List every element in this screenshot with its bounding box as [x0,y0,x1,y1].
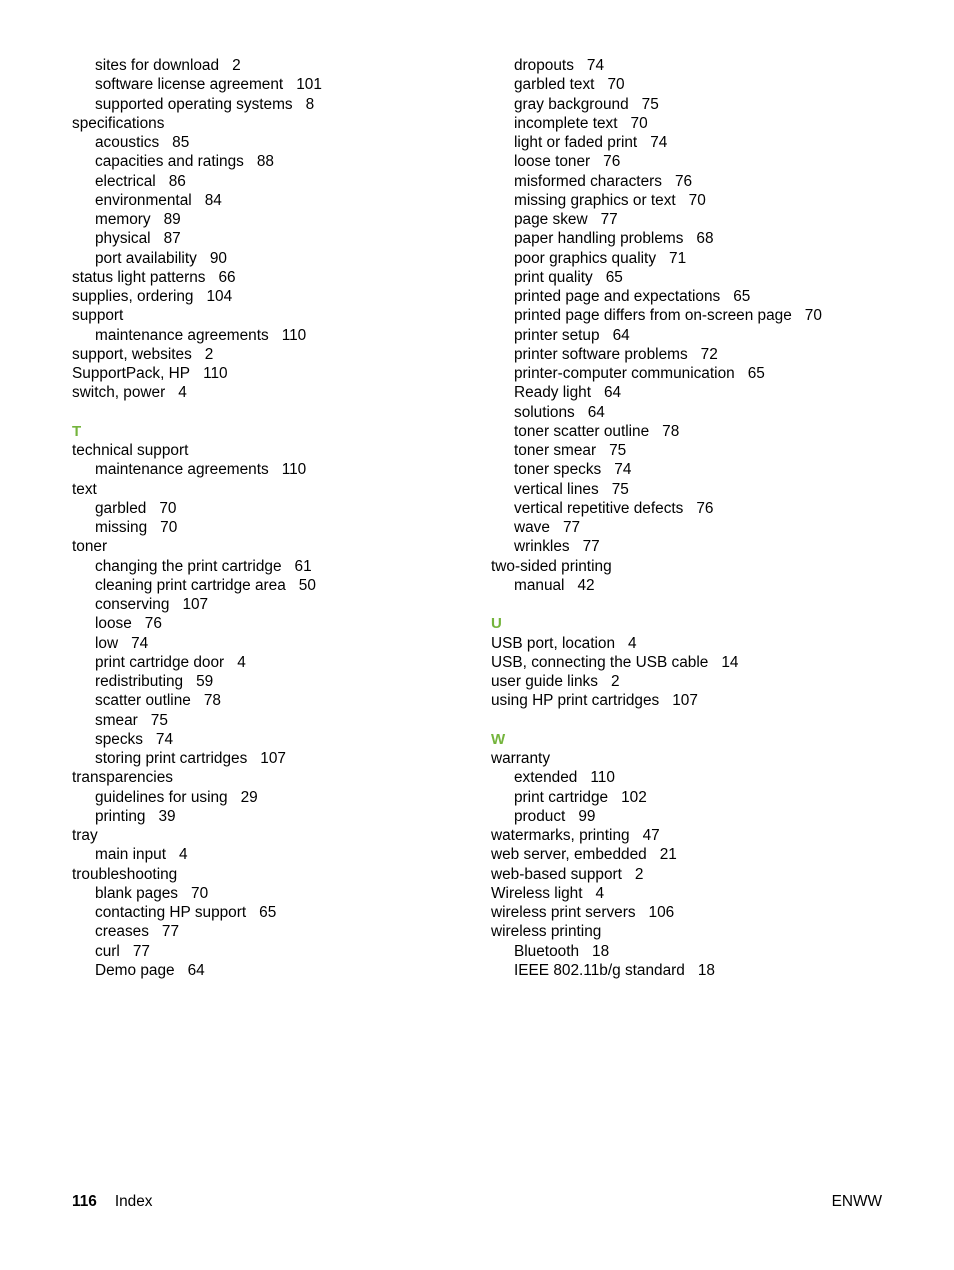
index-page-link[interactable]: 2 [610,673,620,690]
index-subentry [72,56,472,75]
index-term: vertical lines [514,480,599,498]
index-entry [72,287,472,306]
index-subentry [72,460,472,479]
index-page-link[interactable]: 70 [607,76,625,94]
index-page-link[interactable]: 65 [605,268,623,286]
index-letter-heading: T [72,422,82,440]
index-page-link[interactable]: 77 [161,923,180,941]
index-entry [72,480,472,499]
index-term: toner smear [514,442,597,459]
index-term: light or faded print [514,134,638,151]
index-subentry [72,172,472,191]
index-subentry [491,441,891,460]
index-term: toner [72,538,108,556]
index-term: Ready light [514,384,591,402]
index-subentry [72,691,472,710]
index-page-link[interactable]: 65 [747,365,765,382]
index-term: technical support [72,442,189,459]
index-subentry [72,961,472,980]
index-term: wave [514,519,550,536]
index-page-link[interactable]: 110 [203,365,228,382]
index-subentry [491,403,891,422]
section-spacer [491,711,891,730]
index-term: redistributing [95,673,184,690]
index-term: wireless printing [491,923,602,941]
index-term: capacities and ratings [95,153,244,171]
index-subentry [491,152,891,171]
index-page-link[interactable]: 70 [804,307,822,325]
index-page-link[interactable]: 59 [196,673,214,690]
index-entry [491,884,891,903]
index-term: blank pages [95,884,179,902]
index-page-link[interactable]: 89 [163,211,181,228]
index-term: missing [95,519,148,536]
index-subentry [491,961,891,980]
index-term: paper handling problems [514,230,684,248]
index-subentry [491,480,891,499]
index-subentry [491,210,891,229]
index-term: Demo page [95,961,175,979]
index-term: acoustics [95,134,160,151]
index-term: web-based support [491,865,622,883]
index-term: cleaning print cartridge area [95,576,286,594]
index-subentry [72,730,472,749]
index-term: maintenance agreements [95,326,269,344]
index-entry [491,865,891,884]
index-page-link[interactable]: 75 [609,442,627,459]
index-page-link[interactable]: 39 [158,807,176,825]
index-entry [491,826,891,845]
index-term: support, websites [72,345,192,363]
index-subentry [491,249,891,268]
index-page-link[interactable]: 76 [674,172,693,190]
index-term: changing the print cartridge [95,557,282,575]
index-term: tray [72,827,98,844]
index-page-link[interactable]: 76 [696,499,714,517]
index-page-link[interactable]: 77 [600,211,618,228]
index-term: USB, connecting the USB cable [491,653,709,671]
index-term: troubleshooting [72,865,178,883]
footer-edition-code: ENWW [831,1193,882,1210]
index-subentry [491,229,891,248]
index-page-link[interactable]: 8 [305,95,315,113]
index-term: wireless print servers [491,904,636,921]
index-term: switch, power [72,384,166,402]
index-page-link[interactable]: 110 [281,461,307,479]
index-page-link[interactable]: 85 [172,134,190,151]
index-page-link[interactable]: 110 [281,326,307,344]
index-page-link[interactable]: 104 [206,288,233,305]
index-entry [72,306,472,325]
index-page-link[interactable]: 106 [648,904,675,921]
index-page-link[interactable]: 64 [612,326,630,344]
index-term: print cartridge door [95,653,225,671]
index-entry [72,826,472,845]
index-subentry [491,95,891,114]
index-term: supplies, ordering [72,288,194,305]
index-page-link[interactable]: 50 [298,576,316,594]
index-subentry [72,922,472,941]
index-subentry [72,884,472,903]
index-subentry [491,422,891,441]
index-page-link[interactable]: 42 [577,576,595,594]
index-subentry [72,152,472,171]
index-page-link[interactable]: 68 [696,230,714,248]
index-entry [491,903,891,922]
index-term: misformed characters [514,172,662,190]
index-entry [491,557,891,576]
index-term: missing graphics or text [514,191,676,209]
index-subentry [72,576,472,595]
index-subentry [72,749,472,768]
index-term: software license agreement [95,76,284,94]
index-term: memory [95,211,151,228]
index-term: contacting HP support [95,904,247,921]
section-spacer [72,403,472,422]
index-term: maintenance agreements [95,461,269,479]
index-page-link[interactable]: 70 [688,191,706,209]
index-term: port availability [95,249,197,267]
index-term: printer software problems [514,345,688,363]
footer-section-title: Index [114,1193,153,1210]
index-page-link[interactable]: 87 [163,230,181,248]
index-page-link[interactable]: 70 [630,114,648,132]
index-subentry [72,711,472,730]
index-term: loose toner [514,153,591,171]
index-page-link[interactable]: 70 [191,884,209,902]
index-subentry [72,807,472,826]
index-term: two-sided printing [491,557,612,575]
index-entry [491,922,891,941]
index-entry [491,749,891,768]
index-term: printed page differs from on-screen page [514,307,792,325]
index-term: dropouts [514,57,574,74]
index-term: storing print cartridges [95,750,248,767]
index-page-link[interactable]: 74 [586,57,605,74]
index-term: printed page and expectations [514,288,721,305]
index-term: solutions [514,403,575,421]
index-subentry [491,268,891,287]
index-page-link[interactable]: 74 [131,634,149,652]
index-letter-heading: W [491,730,506,748]
index-page-link[interactable]: 70 [159,499,177,517]
index-term: creases [95,923,149,941]
index-term: scatter outline [95,692,191,710]
page-footer [72,1192,882,1212]
index-subentry [491,133,891,152]
index-subentry [491,460,891,479]
index-entry [491,653,891,672]
index-term: physical [95,230,151,248]
index-subentry [491,364,891,383]
index-page-link[interactable]: 76 [144,615,162,633]
index-term: vertical repetitive defects [514,499,684,517]
index-page-link[interactable]: 76 [603,153,621,171]
index-subentry [72,614,472,633]
index-entry [72,364,472,383]
index-subentry [72,229,472,248]
index-page-link[interactable]: 29 [240,788,258,806]
index-term: specks [95,730,143,748]
index-subentry [491,576,891,595]
index-term: Wireless light [491,884,583,902]
index-page-link[interactable]: 74 [650,134,668,151]
index-page-link[interactable]: 72 [700,345,718,363]
index-term: printing [95,807,146,825]
index-term: low [95,634,119,652]
index-subentry [491,383,891,402]
index-column-left [72,56,472,980]
index-term: garbled [95,499,147,517]
index-entry [491,691,891,710]
index-page-link[interactable]: 78 [662,422,680,440]
index-subentry [491,287,891,306]
index-page-link[interactable]: 74 [155,730,174,748]
index-column-right [491,56,891,980]
index-entry [72,345,472,364]
index-page-link[interactable]: 61 [294,557,312,575]
index-page-link[interactable]: 102 [621,788,647,806]
index-term: product [514,807,566,825]
index-subentry [491,114,891,133]
index-term: main input [95,846,167,864]
index-subentry [72,595,472,614]
index-term: printer setup [514,326,600,344]
index-term: guidelines for using [95,788,228,806]
index-subentry [491,499,891,518]
index-term: Bluetooth [514,942,580,960]
index-term: USB port, location [491,634,616,652]
index-subentry [72,95,472,114]
index-term: gray background [514,95,629,113]
index-term: support [72,307,124,325]
index-page-link[interactable]: 18 [697,961,715,979]
index-page-link[interactable]: 99 [578,807,596,825]
index-term: print cartridge [514,788,609,806]
index-entry [72,537,472,556]
index-subentry [491,75,891,94]
index-subentry [491,326,891,345]
index-page-link[interactable]: 64 [604,384,622,402]
index-page-link[interactable]: 47 [642,827,660,844]
index-term: text [72,480,97,498]
index-subentry [491,807,891,826]
index-page-link[interactable]: 107 [672,692,698,710]
index-page-link[interactable]: 2 [232,57,241,74]
index-subentry [491,172,891,191]
index-term: manual [514,576,565,594]
index-term: IEEE 802.11b/g standard [514,961,685,979]
index-term: transparencies [72,769,173,787]
index-subentry [491,942,891,961]
index-subentry [72,249,472,268]
index-term: specifications [72,114,165,132]
index-term: toner specks [514,461,602,479]
index-subentry [491,345,891,364]
index-term: print quality [514,268,593,286]
index-term: wrinkles [514,538,570,556]
index-subentry [491,191,891,210]
index-term: garbled text [514,76,595,94]
index-subentry [72,133,472,152]
index-term: extended [514,769,578,787]
index-term: curl [95,942,120,960]
index-entry [491,634,891,653]
index-page-link[interactable]: 14 [721,653,739,671]
index-term: watermarks, printing [491,827,630,844]
index-entry [72,768,472,787]
index-page-link[interactable]: 21 [659,846,677,864]
index-page-link[interactable]: 77 [132,942,150,960]
index-page-link[interactable]: 64 [187,961,205,979]
index-page-link[interactable]: 4 [237,653,246,671]
index-page-link[interactable]: 4 [178,384,187,402]
index-term: supported operating systems [95,95,293,113]
index-subentry [72,672,472,691]
index-term: status light patterns [72,268,206,286]
index-subentry [491,537,891,556]
index-page-link[interactable]: 2 [634,865,644,883]
index-subentry [72,903,472,922]
index-page-link[interactable]: 75 [641,95,659,113]
index-page-link[interactable]: 4 [595,884,605,902]
index-page-link[interactable]: 101 [296,76,322,94]
index-term: sites for download [95,57,220,74]
index-subentry [72,788,472,807]
index-page-link[interactable]: 84 [204,191,222,209]
index-subentry [72,75,472,94]
index-page-link[interactable]: 71 [669,249,687,267]
index-entry [491,672,891,691]
index-term: page skew [514,211,588,228]
index-term: using HP print cartridges [491,692,660,710]
index-entry [491,845,891,864]
index-page-link[interactable]: 4 [628,634,637,652]
index-term: conserving [95,596,170,613]
index-page-link[interactable]: 86 [168,172,186,190]
footer-page-number: 116 [72,1193,97,1210]
index-term: loose [95,615,132,633]
index-entry [72,268,472,287]
index-page-link[interactable]: 65 [733,288,751,305]
index-page-link[interactable]: 66 [218,268,236,286]
index-subentry [72,942,472,961]
index-page-link[interactable]: 107 [260,750,286,767]
index-term: toner scatter outline [514,422,650,440]
index-page-link[interactable]: 74 [614,461,632,479]
index-subentry [491,56,891,75]
index-page-link[interactable]: 78 [203,692,221,710]
index-subentry [491,306,891,325]
index-page-link[interactable]: 75 [611,480,629,498]
index-page-link[interactable]: 70 [160,519,178,536]
index-term: environmental [95,191,192,209]
index-subentry [72,653,472,672]
index-subentry [72,518,472,537]
index-entry [72,114,472,133]
index-page-link[interactable]: 90 [209,249,227,267]
index-term: smear [95,711,138,729]
index-page-link[interactable]: 65 [259,904,277,921]
index-subentry [491,788,891,807]
index-subentry [72,191,472,210]
index-term: SupportPack, HP [72,365,191,382]
index-term: warranty [491,750,551,767]
index-term: printer-computer communication [514,365,735,382]
index-page-link[interactable]: 77 [582,538,600,556]
index-page-link[interactable]: 77 [562,519,581,536]
index-page-link[interactable]: 2 [204,345,214,363]
index-page-link[interactable]: 107 [182,596,209,613]
index-page-link[interactable]: 110 [590,769,615,787]
index-entry [72,441,472,460]
index-page-link[interactable]: 88 [256,153,274,171]
index-subentry [491,768,891,787]
index-entry [72,865,472,884]
index-subentry [72,210,472,229]
index-term: web server, embedded [491,846,647,864]
index-subentry [72,845,472,864]
index-page-link[interactable]: 64 [587,403,605,421]
index-subentry [72,499,472,518]
index-letter-heading: U [491,615,502,633]
index-page-link[interactable]: 4 [179,846,188,864]
index-page-link[interactable]: 18 [592,942,610,960]
section-spacer [491,595,891,614]
index-subentry [72,326,472,345]
index-term: poor graphics quality [514,249,657,267]
index-subentry [491,518,891,537]
index-subentry [72,557,472,576]
index-term: incomplete text [514,114,618,132]
index-page-link[interactable]: 75 [150,711,168,729]
index-entry [72,383,472,402]
index-term: electrical [95,172,156,190]
index-subentry [72,634,472,653]
index-term: user guide links [491,673,598,690]
